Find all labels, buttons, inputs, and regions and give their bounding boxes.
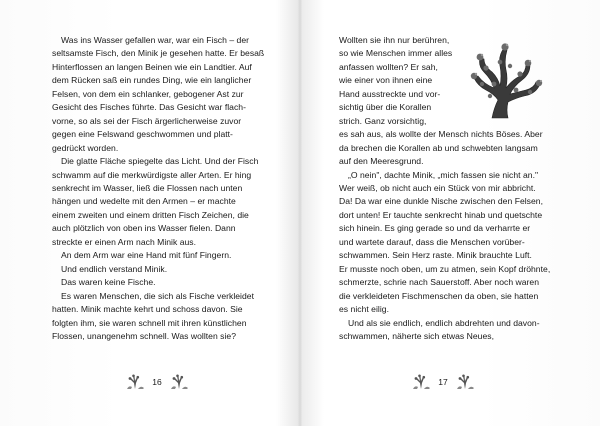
coral-sprig-icon bbox=[168, 374, 190, 390]
text-line: Hand ausstreckte und vor- bbox=[339, 88, 441, 99]
coral-illustration-icon bbox=[464, 38, 546, 120]
text-line: Da! Da war eine dunkle Nische zwischen den Felsen, bbox=[339, 196, 544, 207]
text-line: streckte er einen Arm nach Minik aus. bbox=[52, 236, 197, 247]
text-line: Das waren keine Fische. bbox=[61, 277, 156, 288]
text-line: Es waren Menschen, die sich als Fische verkleidet bbox=[61, 290, 254, 301]
text-line: hatten. Minik machte kehrt und schoss davon. Sie bbox=[52, 304, 243, 315]
text-line: so wie Menschen immer alles bbox=[339, 48, 453, 59]
text-line: Und als sie endlich, endlich abdrehten und davon- bbox=[348, 317, 540, 328]
text-line: schwammen, näherte sich etwas Neues, bbox=[339, 330, 495, 341]
text-line: es nicht eilig. bbox=[339, 304, 389, 315]
text-line: dem Rücken saß ein rundes Ding, wie ein langlicher bbox=[52, 75, 252, 86]
text-line: seltsamste Fisch, den Minik je gesehen hatte. Er besaß bbox=[52, 48, 265, 59]
text-line: auch plötzlich von oben ins Wasser fielen. Dann bbox=[52, 223, 236, 234]
text-line: folgten ihm, sie waren schnell mit ihren künstlichen bbox=[52, 317, 247, 328]
text-line: auf den Meeresgrund. bbox=[339, 156, 424, 167]
text-line: Flossen, unangenehm schnell. Was wollten sie? bbox=[52, 330, 237, 341]
text-line: Die glatte Fläche spiegelte das Licht. Und der Fisch bbox=[61, 156, 259, 167]
text-line: es sah aus, als wollte der Mensch nichts Böses. Aber bbox=[339, 129, 543, 140]
text-line: schmerzte, schrie nach Sauerstoff. Aber noch waren bbox=[339, 277, 540, 288]
text-line: An dem Arm war eine Hand mit fünf Fingern. bbox=[61, 250, 232, 261]
text-line: schwammen. Sein Herz raste. Minik brauchte Luft. bbox=[339, 250, 532, 261]
coral-sprig-icon bbox=[124, 374, 146, 390]
coral-sprig-icon bbox=[454, 374, 476, 390]
left-page-footer bbox=[124, 373, 190, 391]
text-line: gedrückt worden. bbox=[52, 142, 119, 153]
left-page-text bbox=[52, 34, 292, 343]
text-line: die verkleideten Fischmenschen da oben, sie hatten bbox=[339, 290, 539, 301]
text-line: da brechen die Korallen ab und schwebten langsam bbox=[339, 142, 538, 153]
page-number: 17 bbox=[438, 377, 448, 387]
text-line: und wartete darauf, dass die Menschen vorüber- bbox=[339, 236, 525, 247]
text-line: schwamm auf die merkwürdigste aller Arten. Er hing bbox=[52, 169, 252, 180]
text-line: Hinterflossen an langen Beinen wie ein Landtier. Auf bbox=[52, 61, 252, 72]
text-line: strich. Ganz vorsichtig, bbox=[339, 115, 427, 126]
text-line: vorne, so als sei der Fisch ärgerlicherweise zuvor bbox=[52, 115, 242, 126]
right-page-footer bbox=[410, 373, 476, 391]
text-line: sichtig über die Korallen bbox=[339, 102, 432, 113]
text-line: Und endlich verstand Minik. bbox=[61, 263, 168, 274]
text-line: sich hinein. Es ging gerade so und da verharrte er bbox=[339, 223, 531, 234]
page-number: 16 bbox=[152, 377, 162, 387]
coral-sprig-icon bbox=[410, 374, 432, 390]
text-line: Wollten sie ihn nur berühren, bbox=[339, 35, 450, 45]
text-line: Er musste noch oben, um zu atmen, sein Kopf dröhnte, bbox=[339, 263, 551, 274]
text-line: hängen und wedelte mit den Armen – er machte bbox=[52, 196, 236, 207]
text-line: anfassen wollten? Er sah, bbox=[339, 61, 438, 72]
text-line: Wer weiß, ob nicht auch ein Stück von mir abbricht. bbox=[339, 182, 536, 193]
text-line: wie einer von ihnen eine bbox=[339, 75, 433, 86]
text-line: gegen eine Felswand geschwommen und platt- bbox=[52, 129, 233, 140]
text-line: einem zweiten und einem dritten Fisch Zeichen, die bbox=[52, 209, 249, 220]
text-line: Felsen, von dem ein schlanker, gebogener Ast zur bbox=[52, 88, 244, 99]
text-line: „O nein", dachte Minik, „mich fassen sie nicht an." bbox=[348, 169, 539, 180]
text-line: senkrecht im Wasser, ließ die Flossen nach unten bbox=[52, 182, 243, 193]
text-line: Gesicht des Fisches führte. Das Gesicht war flach- bbox=[52, 102, 246, 113]
text-line: Was ins Wasser gefallen war, war ein Fisch – der bbox=[61, 35, 250, 45]
text-line: dort unten! Er tauchte senkrecht hinab und quetschte bbox=[339, 209, 543, 220]
